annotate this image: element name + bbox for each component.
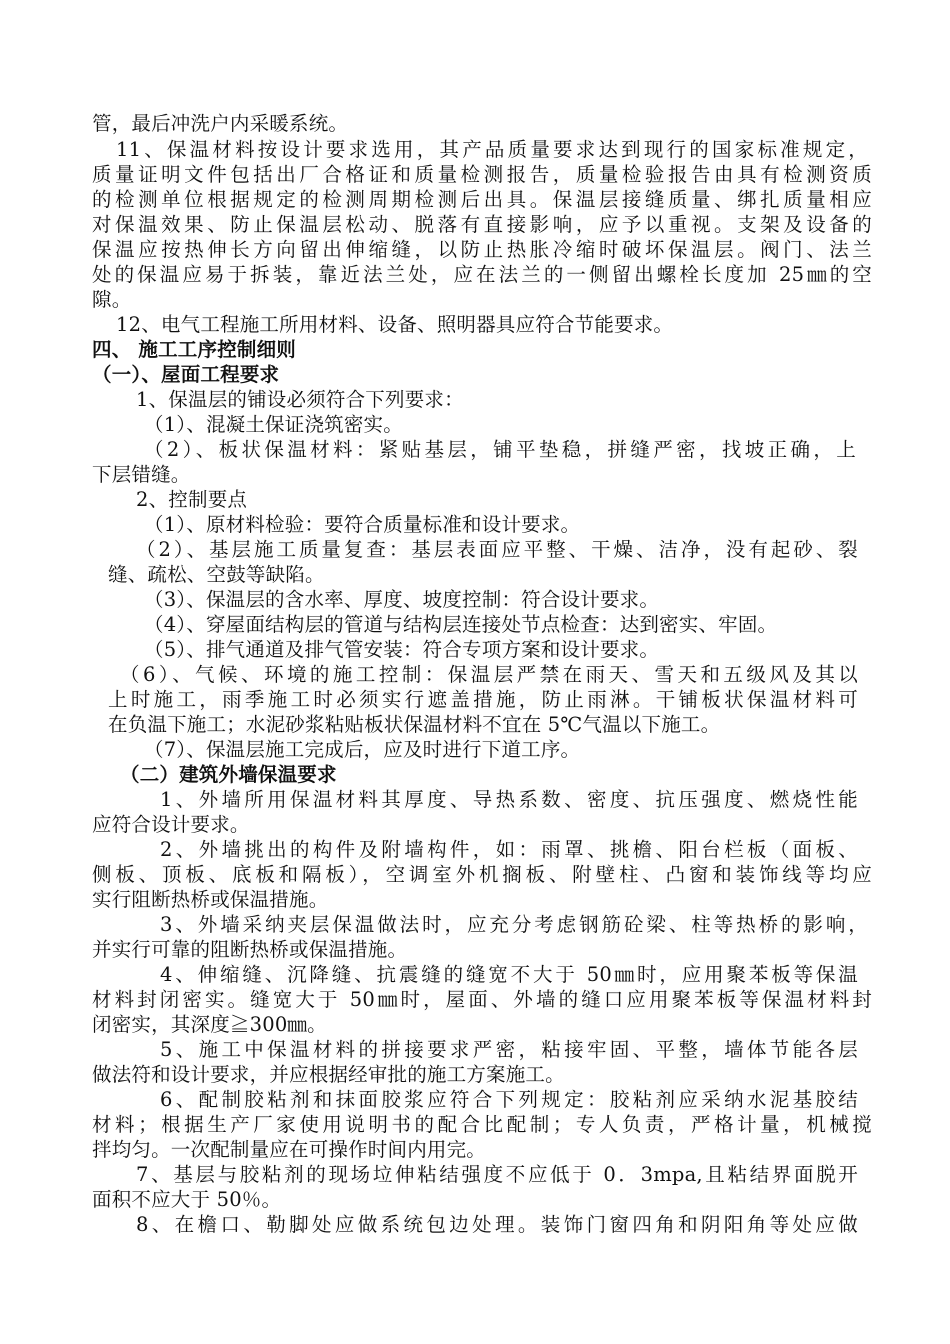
text-line: 侧板、顶板、底板和隔板），空调室外机搁板、附壁柱、凸窗和装饰线等均应 (92, 863, 872, 886)
text-line: 并实行可靠的阻断热桥或保温措施。 (92, 938, 408, 961)
text-line: （2）、板状保温材料：紧贴基层，铺平垫稳，拼缝严密，找坡正确，上 (144, 438, 856, 461)
text-line: 3、外墙采纳夹层保温做法时，应充分考虑钢筋砼梁、柱等热桥的影响， (160, 913, 868, 936)
text-line: 在负温下施工；水泥砂浆粘贴板状保温材料不宜在 5℃气温以下施工。 (108, 713, 721, 736)
text-line: 12、电气工程施工所用材料、设备、照明器具应符合节能要求。 (116, 313, 674, 336)
text-line: 实行阻断热桥或保温措施。 (92, 888, 329, 911)
text-line: 闭密实，其深度≧300㎜。 (92, 1013, 327, 1036)
text-line: 处的保温应易于拆装，靠近法兰处，应在法兰的一侧留出螺栓长度加 25㎜的空 (92, 263, 872, 286)
text-line: 4、伸缩缝、沉降缝、抗震缝的缝宽不大于 50㎜时，应用聚苯板等保温 (160, 963, 858, 986)
text-line: （1）、原材料检验：要符合质量标准和设计要求。 (144, 513, 581, 536)
text-line: 材料封闭密实。缝宽大于 50㎜时，屋面、外墙的缝口应用聚苯板等保温材料封 (92, 988, 872, 1011)
text-line: 8、在檐口、勒脚处应做系统包边处理。装饰门窗四角和阴阳角等处应做 (136, 1213, 858, 1236)
text-line: 1、外墙所用保温材料其厚度、导热系数、密度、抗压强度、燃烧性能 (160, 788, 858, 811)
text-line: 做法符和设计要求，并应根据经审批的施工方案施工。 (92, 1063, 565, 1086)
text-line: 6、配制胶粘剂和抹面胶浆应符合下列规定：胶粘剂应采纳水泥基胶结 (160, 1088, 858, 1111)
subsection-heading: （二）建筑外墙保温要求 (120, 763, 337, 786)
text-line: 上时施工，雨季施工时必须实行遮盖措施，防止雨淋。干铺板状保温材料可 (108, 688, 858, 711)
text-line: （2）、基层施工质量复查：基层表面应平整、干燥、洁净，没有起砂、裂 (136, 538, 858, 561)
text-line: 对保温效果、防止保温层松动、脱落有直接影响，应予以重视。支架及设备的 (92, 213, 872, 236)
text-line: 隙。 (92, 288, 132, 311)
text-line: （3）、保温层的含水率、厚度、坡度控制：符合设计要求。 (144, 588, 660, 611)
text-line: （6）、气候、环境的施工控制：保温层严禁在雨天、雪天和五级风及其以 (120, 663, 858, 686)
section-heading: 四、 施工工序控制细则 (92, 338, 296, 361)
text-line: （4）、穿屋面结构层的管道与结构层连接处节点检查：达到密实、牢固。 (144, 613, 778, 636)
text-line: 7、基层与胶粘剂的现场垃伸粘结强度不应低于 0．3mpa,且粘结界面脱开 (136, 1163, 858, 1186)
text-line: 下层错缝。 (92, 463, 191, 486)
text-line: 11、保温材料按设计要求选用，其产品质量要求达到现行的国家标准规定， (116, 138, 868, 161)
text-line: 面积不应大于 50％。 (92, 1188, 282, 1211)
text-line: （7）、保温层施工完成后，应及时进行下道工序。 (144, 738, 581, 761)
text-line: 1、保温层的铺设必须符合下列要求： (136, 388, 464, 411)
text-line: 缝、疏松、空鼓等缺陷。 (108, 563, 325, 586)
text-line: 保温应按热伸长方向留出伸缩缝，以防止热胀冷缩时破坏保温层。阀门、法兰 (92, 238, 872, 261)
text-line: 2、外墙挑出的构件及附墙构件，如：雨罩、挑檐、阳台栏板（面板、 (160, 838, 858, 861)
text-line: （5）、排气通道及排气管安装：符合专项方案和设计要求。 (144, 638, 660, 661)
text-line: 拌均匀。一次配制量应在可操作时间内用完。 (92, 1138, 487, 1161)
subsection-heading: （一）、屋面工程要求 (92, 363, 280, 386)
text-line: 材料；根据生产厂家使用说明书的配合比配制；专人负责，严格计量，机械搅 (92, 1113, 872, 1136)
text-line: 应符合设计要求。 (92, 813, 250, 836)
text-line: 管，最后冲洗户内采暖系统。 (92, 112, 349, 135)
text-line: 5、施工中保温材料的拼接要求严密，粘接牢固、平整，墙体节能各层 (160, 1038, 858, 1061)
text-line: 的检测单位根据规定的检测周期检测后出具。保温层接缝质量、绑扎质量相应 (92, 188, 872, 211)
text-line: 2、控制要点 (136, 488, 248, 511)
text-line: （1）、混凝土保证浇筑密实。 (144, 413, 403, 436)
text-line: 质量证明文件包括出厂合格证和质量检测报告，质量检验报告由具有检测资质 (92, 163, 872, 186)
